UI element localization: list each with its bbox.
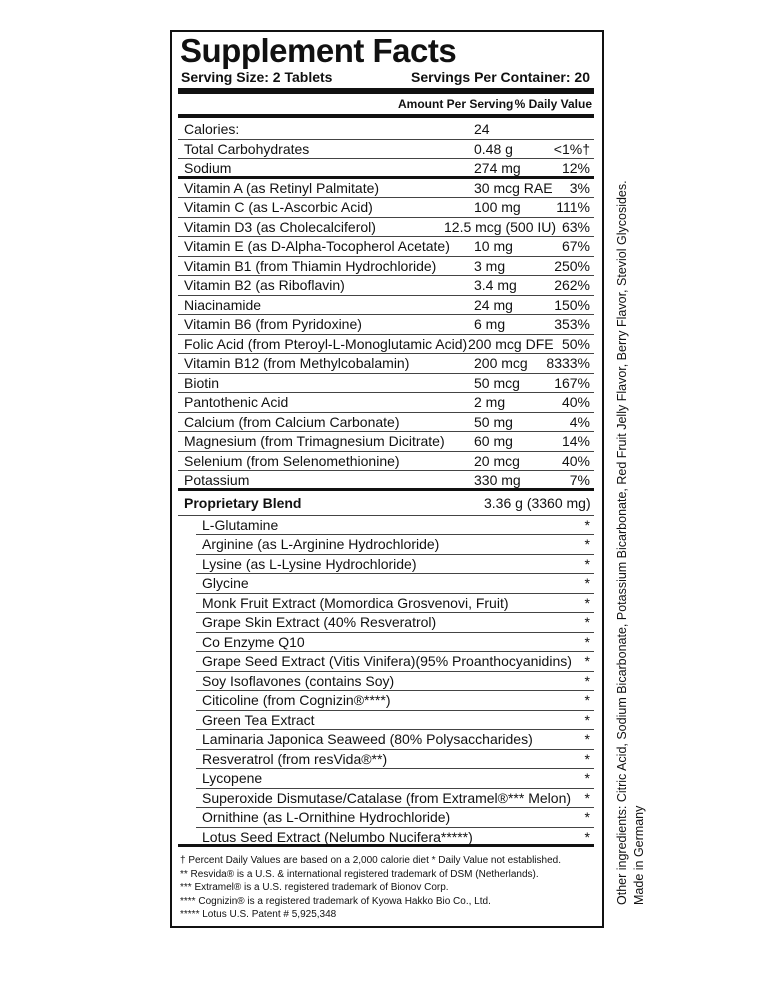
divider-header (178, 114, 594, 118)
nutrient-daily-value: 8333% (546, 355, 590, 371)
nutrient-name: Vitamin B12 (from Methylcobalamin) (184, 355, 410, 371)
blend-ingredient-row (196, 574, 594, 594)
nutrient-name: Selenium (from Selenomethionine) (184, 452, 400, 469)
other-ingredients: Other ingredients: Citric Acid, Sodium Bicarbonate, Potassium Bicarbonate, Red Fruit Jelly Flavor, Berry Flavor, Steviol Glycosides. (615, 180, 629, 905)
serving-size: Serving Size: 2 Tablets (181, 69, 333, 85)
nutrient-name: Niacinamide (184, 296, 262, 313)
nutrient-row (178, 276, 594, 296)
nutrient-name: Vitamin E (as D-Alpha-Tocopherol Acetate) (184, 238, 450, 254)
nutrient-row (178, 335, 594, 355)
nutrient-row (178, 393, 594, 413)
nutrient-amount: 12.5 mcg (500 IU) (444, 218, 557, 235)
footnote-line: **** Cognizin® is a registered trademark of Kyowa Hakko Bio Co., Ltd. (180, 895, 491, 907)
nutrient-name: Vitamin B1 (from Thiamin Hydrochloride) (184, 257, 437, 274)
nutrient-name: Potassium (184, 472, 250, 488)
ingredient-name: Superoxide Dismutase/Catalase (from Extramel®*** Melon) (202, 789, 572, 806)
nutrient-daily-value: 40% (561, 452, 590, 469)
nutrient-row (178, 354, 594, 374)
nutrient-row (178, 159, 594, 179)
ingredient-name: Monk Fruit Extract (Momordica Grosvenovi, Fruit) (202, 594, 509, 611)
footnote-line: ***** Lotus U.S. Patent # 5,925,348 (180, 909, 337, 920)
ingredient-name: Glycine (202, 575, 249, 591)
nutrient-amount: 6 mg (474, 316, 506, 332)
ingredient-daily-value: * (584, 750, 590, 767)
nutrient-amount: 3 mg (474, 257, 506, 274)
nutrient-row (178, 296, 594, 316)
nutrient-name: Calories: (184, 121, 240, 137)
nutrient-amount: 50 mcg (474, 374, 520, 391)
blend-name: Proprietary Blend (184, 494, 302, 511)
ingredient-name: L-Glutamine (202, 516, 279, 533)
ingredient-name: Green Tea Extract (202, 711, 315, 728)
nutrient-row (178, 452, 594, 472)
footnote-line: *** Extramel® is a U.S. registered trademark of Bionov Corp. (180, 882, 449, 893)
ingredient-daily-value: * (584, 789, 590, 806)
amount-header: Amount Per Serving (398, 97, 514, 111)
ingredient-daily-value: * (584, 672, 590, 689)
blend-ingredient-row (196, 750, 594, 770)
nutrient-name: Calcium (from Calcium Carbonate) (184, 413, 400, 430)
ingredient-name: Lysine (as L-Lysine Hydrochloride) (202, 555, 417, 572)
ingredient-name: Resveratrol (from resVida®**) (202, 750, 388, 767)
nutrient-amount: 100 mg (474, 199, 521, 215)
nutrient-amount: 20 mcg (474, 452, 520, 469)
blend-ingredient-row (196, 808, 594, 828)
nutrient-name: Total Carbohydrates (184, 140, 310, 157)
blend-ingredient-row (196, 730, 594, 750)
blend-ingredient-row (196, 613, 594, 633)
nutrient-amount: 30 mcg RAE (474, 179, 553, 196)
ingredient-daily-value: * (584, 711, 590, 728)
ingredient-daily-value: * (584, 828, 590, 845)
nutrient-daily-value: 12% (561, 160, 590, 176)
servings-per-container: Servings Per Container: 20 (411, 69, 590, 85)
nutrient-amount: 50 mg (474, 413, 513, 430)
ingredient-daily-value: * (584, 770, 590, 786)
nutrient-row (178, 471, 594, 491)
ingredient-daily-value: * (584, 809, 590, 825)
ingredient-name: Lycopene (202, 770, 263, 786)
nutrient-name: Vitamin A (as Retinyl Palmitate) (184, 179, 380, 196)
nutrient-amount: 10 mg (474, 238, 513, 254)
made-in: Made in Germany (632, 805, 646, 905)
nutrient-row (178, 432, 594, 452)
ingredient-daily-value: * (584, 614, 590, 630)
nutrient-amount: 24 (474, 121, 490, 137)
blend-ingredient-row (196, 516, 594, 536)
nutrient-daily-value: 7% (569, 472, 590, 488)
ingredient-daily-value: * (584, 653, 590, 669)
nutrient-row (178, 120, 594, 140)
ingredient-daily-value: * (584, 516, 590, 533)
ingredient-daily-value: * (584, 731, 590, 747)
blend-ingredient-row (196, 652, 594, 672)
proprietary-blend-row (178, 491, 594, 516)
nutrient-daily-value: <1%† (553, 140, 590, 157)
supplement-facts-panel (170, 30, 604, 928)
nutrient-row (178, 179, 594, 199)
nutrient-amount: 200 mcg DFE (468, 335, 554, 352)
blend-ingredient-row (196, 633, 594, 653)
nutrient-name: Sodium (184, 160, 232, 176)
ingredient-name: Grape Skin Extract (40% Resveratrol) (202, 614, 437, 630)
ingredient-name: Co Enzyme Q10 (202, 633, 305, 650)
ingredient-daily-value: * (584, 692, 590, 708)
nutrient-daily-value: 353% (554, 316, 590, 332)
ingredient-daily-value: * (584, 594, 590, 611)
footnotes (180, 854, 561, 922)
blend-ingredient-row (196, 555, 594, 575)
panel-title: Supplement Facts (180, 32, 457, 69)
nutrient-amount: 60 mg (474, 433, 513, 449)
nutrient-amount: 2 mg (474, 394, 506, 410)
nutrient-row (178, 257, 594, 277)
blend-ingredient-row (196, 594, 594, 614)
nutrient-amount: 24 mg (474, 296, 513, 313)
nutrient-name: Vitamin B6 (from Pyridoxine) (184, 316, 362, 332)
ingredient-name: Citicoline (from Cognizin®****) (202, 692, 391, 708)
nutrient-name: Pantothenic Acid (184, 394, 289, 410)
ingredient-name: Arginine (as L-Arginine Hydrochloride) (202, 536, 440, 552)
nutrient-row (178, 198, 594, 218)
nutrient-row (178, 218, 594, 238)
nutrient-row (178, 237, 594, 257)
nutrient-row (178, 413, 594, 433)
nutrient-name: Folic Acid (from Pteroyl-L-Monoglutamic Acid) (184, 335, 468, 352)
nutrient-daily-value: 250% (554, 257, 590, 274)
nutrient-amount: 330 mg (474, 472, 521, 488)
footnote-line: ** Resvida® is a U.S. & international registered trademark of DSM (Netherlands). (180, 868, 539, 880)
ingredient-name: Laminaria Japonica Seaweed (80% Polysaccharides) (202, 731, 533, 747)
nutrient-daily-value: 63% (561, 218, 590, 235)
ingredient-daily-value: * (584, 536, 590, 552)
footnote-line: † Percent Daily Values are based on a 2,000 calorie diet * Daily Value not established. (180, 855, 561, 866)
nutrient-daily-value: 50% (561, 335, 590, 352)
ingredient-name: Grape Seed Extract (Vitis Vinifera)(95% Proanthocyanidins) (202, 653, 572, 669)
nutrient-daily-value: 40% (561, 394, 590, 410)
nutrient-name: Biotin (184, 374, 220, 391)
blend-ingredient-row (196, 769, 594, 789)
nutrient-row (178, 315, 594, 335)
nutrient-amount: 3.4 mg (474, 277, 517, 293)
nutrient-daily-value: 67% (561, 238, 590, 254)
blend-ingredient-row (196, 789, 594, 809)
ingredient-name: Ornithine (as L-Ornithine Hydrochloride) (202, 809, 451, 825)
nutrient-name: Magnesium (from Trimagnesium Dicitrate) (184, 433, 445, 449)
blend-amount: 3.36 g (3360 mg) (484, 494, 591, 511)
nutrient-name: Vitamin D3 (as Cholecalciferol) (184, 218, 376, 235)
nutrient-daily-value: 167% (554, 374, 590, 391)
blend-ingredient-row (196, 691, 594, 711)
daily-value-header: % Daily Value (514, 97, 592, 111)
ingredient-daily-value: * (584, 633, 590, 650)
nutrient-amount: 0.48 g (474, 140, 513, 157)
nutrient-table (178, 120, 594, 847)
nutrient-name: Vitamin B2 (as Riboflavin) (184, 277, 345, 293)
divider-thick (178, 88, 594, 94)
nutrient-amount: 274 mg (474, 160, 521, 176)
ingredient-daily-value: * (584, 555, 590, 572)
blend-ingredient-row (178, 828, 594, 848)
nutrient-daily-value: 150% (554, 296, 590, 313)
nutrient-daily-value: 262% (554, 277, 590, 293)
nutrient-row (178, 140, 594, 160)
nutrient-amount: 200 mcg (474, 355, 528, 371)
nutrient-daily-value: 14% (561, 433, 590, 449)
nutrient-daily-value: 3% (569, 179, 590, 196)
ingredient-name: Lotus Seed Extract (Nelumbo Nucifera*****) (202, 828, 473, 845)
nutrient-name: Vitamin C (as L-Ascorbic Acid) (184, 199, 373, 215)
ingredient-daily-value: * (584, 575, 590, 591)
nutrient-row (178, 374, 594, 394)
ingredient-name: Soy Isoflavones (contains Soy) (202, 672, 395, 689)
blend-ingredient-row (196, 711, 594, 731)
blend-ingredient-row (196, 535, 594, 555)
nutrient-daily-value: 4% (569, 413, 590, 430)
nutrient-daily-value: 111% (556, 199, 590, 215)
blend-ingredient-row (196, 672, 594, 692)
